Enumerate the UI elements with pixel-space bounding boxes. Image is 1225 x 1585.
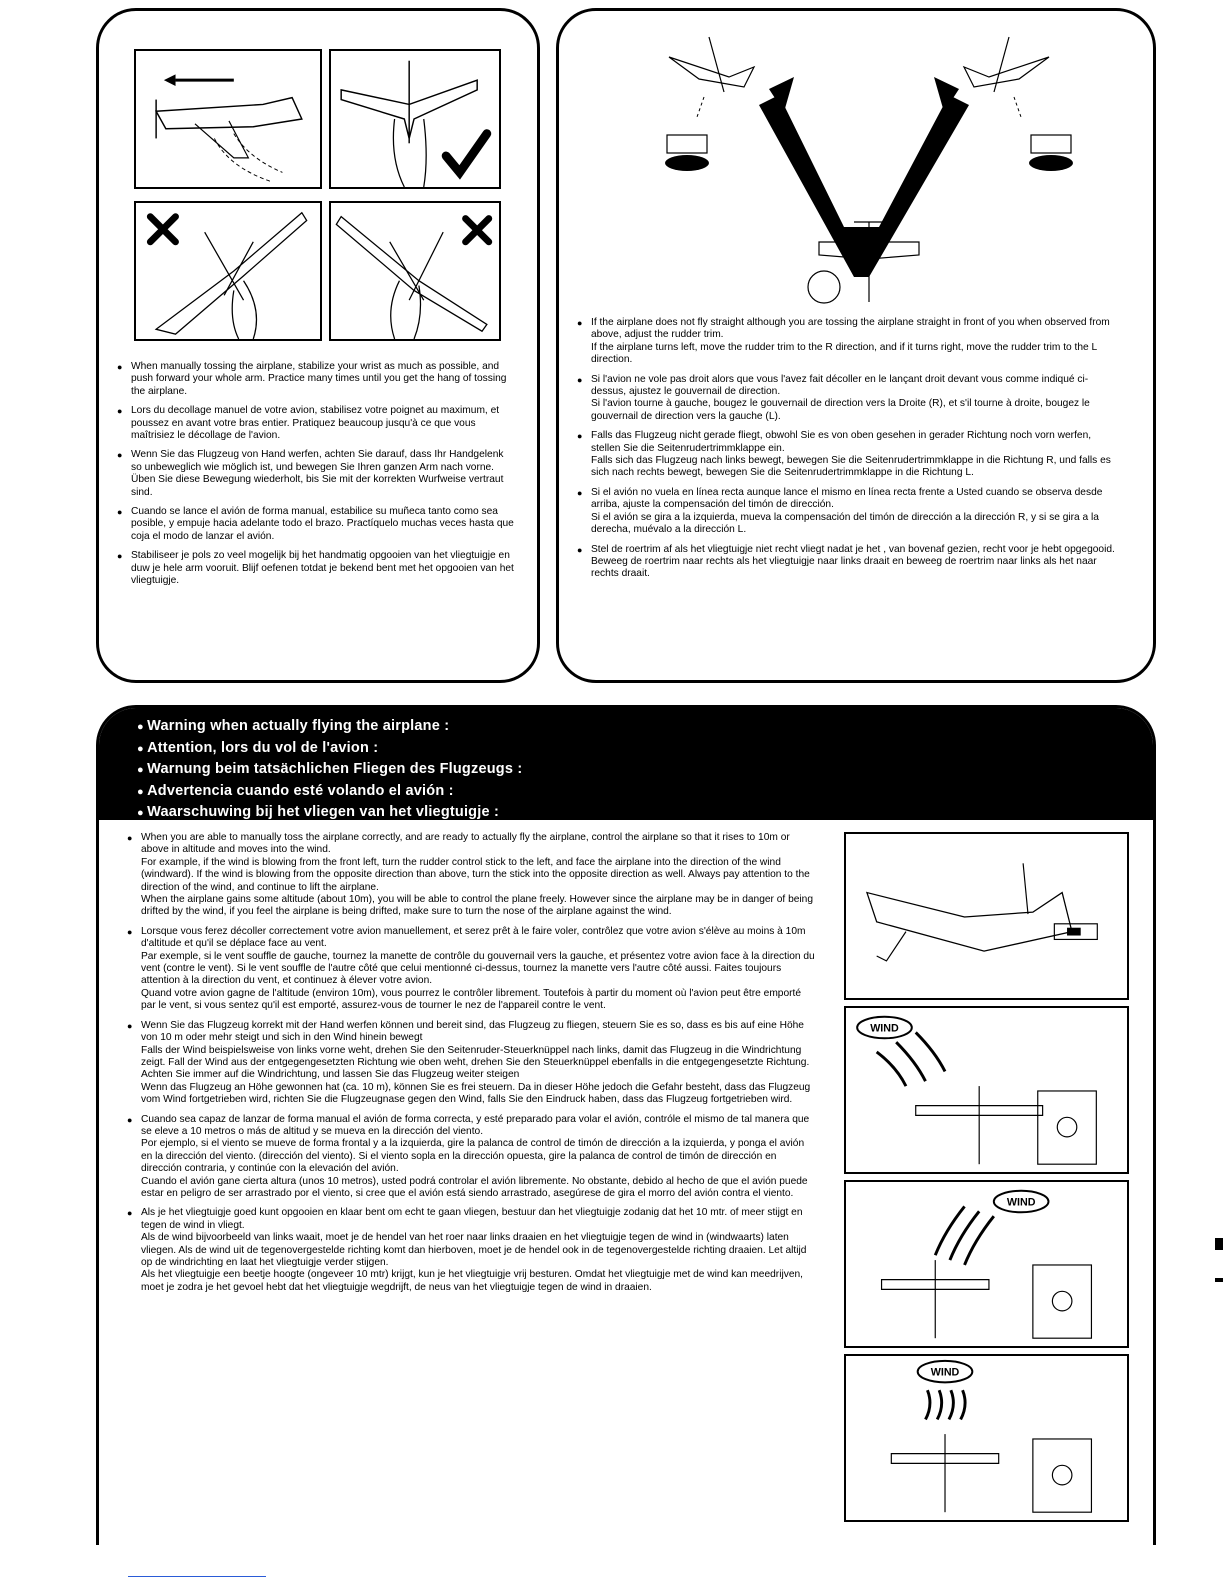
warning-heading-nl: ● Waarschuwing bij het vliegen van het vliegtuigje :: [137, 802, 1153, 824]
toss-instruction-fr: ● Lors du decollage manuel de votre avion, stabilisez votre poignet au maximum, et poussez en avant votre bras entier. Pratiquez beaucoup jusqu'à ce que vous maîtrisiez le décollage de l'avion.: [117, 405, 517, 442]
rudder-instruction-de: ● Falls das Flugzeug nicht gerade fliegt, obwohl Sie es von oben gesehen in gerader Richtung noch vorn werfen, stellen Sie die Seitenrudertrimmklappe ein. Falls sich das Flugzeug nach links bewegt, bewegen Sie die Seitenrudertrimmklappe in die Richtung R, und falls es sich nach rechts bewegt, bewegen Sie die Seitenrudertrimmklappe in die Richtung L.: [577, 430, 1117, 480]
rudder-trim-diagram: [579, 17, 1139, 307]
wind-front-figure: [844, 1354, 1129, 1522]
warning-heading-fr: ● Attention, lors du vol de l'avion :: [137, 738, 1153, 760]
toss-instruction-de: ● Wenn Sie das Flugzeug von Hand werfen, achten Sie darauf, dass Ihr Handgelenk so unbeweglich wie möglich ist, und bewegen Sie Ihren ganzen Arm nach vorne. Üben Sie diese Bewegung wiederholt, bis Sie mit der korrekten Wurfweise vertraut sind.: [117, 449, 517, 499]
wind-label: WIND: [870, 1022, 899, 1035]
right-turn-airplane-icon: [964, 37, 1049, 117]
flying-warning-panel: [96, 705, 1156, 1545]
hand-toss-panel: [96, 8, 540, 683]
page-edge-mark: [1215, 1238, 1223, 1250]
flying-airplane-figure: [844, 832, 1129, 1000]
rudder-trim-left-icon: [665, 135, 709, 171]
wind-label: WIND: [930, 1366, 960, 1379]
warning-instructions-list: [127, 832, 817, 1301]
wrong-toss-figure-right: [329, 201, 501, 341]
warning-instruction-de: ● Wenn Sie das Flugzeug korrekt mit der Hand werfen können und bereit sind, das Flugzeug zu fliegen, steuern Sie es so, dass es bis auf eine Höhe von 10 m oder mehr steigt und sich in den Wind hinein bewegt Falls der Wind beispielsweise von links vorne weht, drehen Sie den Seitenruder-Steuerknüppel nach links, damit das Flugzeug in die Windrichtung zeigt. Fall der Wind aus der entgegengesetzten Richtung wie oben weht, drehen Sie den Steuerknüppel ebenfalls in die entgegengesetzte Richtung. Achten Sie immer auf die Windrichtung, und lassen Sie das Flugzeug weiter steigen Wenn das Flugzeug an Höhe gewonnen hat (ca. 10 m), können Sie es frei steuern. Da in dieser Höhe jedoch die Gefahr besteht, dass das Flugzeug vom Wind fortgetrieben wird, richten Sie die Flugzeugnase gegen den Wind, falls Sie den Eindruck haben, dass das Flugzeug fortgetrieben wird.: [127, 1020, 817, 1107]
warning-instruction-en: ● When you are able to manually toss the airplane correctly, and are ready to actually fly the airplane, control the airplane so that it rises to 10m or above in altitude and moves into the wind. For example, if the wind is blowing from the front left, turn the rudder control stick to the left, and face the airplane into the direction of the wind (windward). If the wind is blowing from the opposite direction than above, turn the stick into the opposite direction as well. Always pay attention to the direction of the wind, and continue to lift the airplane. When the airplane gains some altitude (about 10m), you will be able to control the plane freely. However since the airplane may be in danger of being drifted by the wind, if you feel the airplane is being drifted, make sure to turn the nose of the airplane against the wind.: [127, 832, 817, 919]
warning-instruction-nl: ● Als je het vliegtuigje goed kunt opgooien en klaar bent om echt te gaan vliegen, bestuur dan het vliegtuigje zodanig dat het 10 mtr. of meer stijgt en tegen de wind in vliegt. Als de wind bijvoorbeeld van links waait, moet je de hendel van het roer naar links draaien en het vliegtuigje tegen de wind in (windwaarts) laten vliegen. Als de wind uit de tegenovergestelde richting komt dan hierboven, moet je de hendel ook in de tegenovergestelde richting draaien. Let altijd op de windrichting en laat het vliegtuigje verder stijgen. Als het vliegtuigje een beetje hoogte (ongeveer 10 mtr) krijgt, kun je het vliegtuigje vrij besturen. Omdat het vliegtuigje met de wind kan meedrijven, moet je zodra je het gevoel hebt dat het vliegtuigje wegdrijft, de neus van het vliegtuigje tegen de wind in draaien.: [127, 1207, 817, 1294]
wind-label: WIND: [1006, 1196, 1036, 1209]
rudder-instruction-es: ● Si el avión no vuela en línea recta aunque lance el mismo en línea recta frente a Usted cuando se observa desde arriba, ajuste la compensación del timón de dirección. Si el avión se gira a la izquierda, mueva la compensación del timón de dirección a la dirección R, y si se gira a la derecha, muévalo a la dirección L.: [577, 487, 1117, 537]
wrong-toss-figure-left: [134, 201, 322, 341]
wind-front-left-icon: [846, 1008, 1127, 1172]
incorrect-toss-icon: [136, 203, 320, 339]
wind-front-left-figure: [844, 1006, 1129, 1174]
wind-front-right-icon: [846, 1182, 1127, 1346]
toss-side-view-figure: [134, 49, 322, 189]
left-turn-airplane-icon: [669, 37, 754, 117]
correct-toss-icon: [331, 51, 499, 187]
warning-heading-es: ● Advertencia cuando esté volando el avión :: [137, 781, 1153, 803]
rudder-instruction-fr: ● Si l'avion ne vole pas droit alors que vous l'avez fait décoller en le lançant droit devant vous comme indiqué ci-dessus, ajustez le gouvernail de direction. Si l'avion tourne à gauche, bougez le gouvernail de direction vers la Droite (R), et s'il tourne à droite, bougez le gouvernail de direction vers la gauche (L).: [577, 374, 1117, 424]
rudder-trim-instructions-list: [577, 317, 1117, 588]
warning-instruction-fr: ● Lorsque vous ferez décoller correctement votre avion manuellement, et serez prêt à le faire voler, contrôlez que votre avion s'élève au moins à 10m d'altitude et qu'il se déplace face au vent. Par exemple, si le vent souffle de gauche, tournez la manette de contrôle du gouvernail vers la gauche, et présentez votre avion face à la direction du vent (contre le vent). Si le vent souffle de l'autre côté que celui mentionné ci-dessus, tournez la manette vers l'autre côté aussi. Faites toujours attention à la direction du vent, et continuez à élever votre avion. Quand votre avion gagne de l'altitude (environ 10m), vous pourrez le contrôler librement. Toutefois à partir du moment où l'avion peut être emporté par le vent, si vous sentez qu'il est emporté, assurez-vous de tourner le nez de l'appareil contre le vent.: [127, 926, 817, 1013]
incorrect-toss-icon: [331, 203, 499, 339]
wind-front-right-figure: [844, 1180, 1129, 1348]
rudder-trim-panel: [556, 8, 1156, 683]
airplane-climbing-icon: [846, 834, 1127, 998]
rudder-trim-right-icon: [1029, 135, 1073, 171]
warning-header: [99, 708, 1153, 820]
toss-instructions-list: [117, 361, 517, 595]
page-edge-mark: [1215, 1278, 1223, 1282]
correct-toss-figure: [329, 49, 501, 189]
side-view-airplane-icon: [136, 51, 320, 187]
warning-heading-en: ● Warning when actually flying the airplane :: [137, 716, 1153, 738]
rudder-instruction-nl: ● Stel de roertrim af als het vliegtuigje niet recht vliegt nadat je het , van bovenaf gezien, recht voor je hebt opgegooid. Beweeg de roertrim naar rechts als het vliegtuigje naar links draait en beweeg de roertrim naar links als het naar rechts draait.: [577, 544, 1117, 581]
toss-instruction-es: ● Cuando se lance el avión de forma manual, estabilice su muñeca tanto como sea posible, y empuje hacia adelante todo el brazo. Practíquelo muchas veces hasta que coja el modo de lanzar el avión.: [117, 506, 517, 543]
wind-front-icon: [846, 1356, 1127, 1520]
toss-instruction-nl: ● Stabiliseer je pols zo veel mogelijk bij het handmatig opgooien van het vliegtuigje en duw je hele arm vooruit. Blijf oefenen totdat je bekend bent met het opgooien van het vliegtuigje.: [117, 550, 517, 587]
warning-heading-de: ● Warnung beim tatsächlichen Fliegen des Flugzeugs :: [137, 759, 1153, 781]
footer-underline: [128, 1576, 266, 1577]
rudder-instruction-en: ● If the airplane does not fly straight although you are tossing the airplane straight in front of you when observed from above, adjust the rudder trim. If the airplane turns left, move the rudder trim to the R direction, and if it turns right, move the rudder trim to the L direction.: [577, 317, 1117, 367]
warning-instruction-es: ● Cuando sea capaz de lanzar de forma manual el avión de forma correcta, y esté preparado para volar el avión, contróle el mismo de tal manera que se eleve a 10 metros o más de altitud y se mueva en la dirección del viento. Por ejemplo, si el viento se mueve de forma frontal y a la izquierda, gire la palanca de control de timón de dirección a la izquierda, y ponga el avión en la dirección del viento. (dirección del viento). Si el viento sopla en la dirección opuesta, gire la palanca de control de timón de dirección en dirección contraria, y continúe con la elevación del avión. Cuando el avión gane cierta altura (unos 10 metros), usted podrá controlar el avión libremente. No obstante, debido al hecho de que el avión puede estar en peligro de ser arrastrado por el viento, si cree que el avión está siendo arrastrado, asegúrese de gira el morro del avión contra el viento.: [127, 1114, 817, 1201]
toss-instruction-en: ● When manually tossing the airplane, stabilize your wrist as much as possible, and push forward your whole arm. Practice many times until you get the hang of tossing the airplane.: [117, 361, 517, 398]
